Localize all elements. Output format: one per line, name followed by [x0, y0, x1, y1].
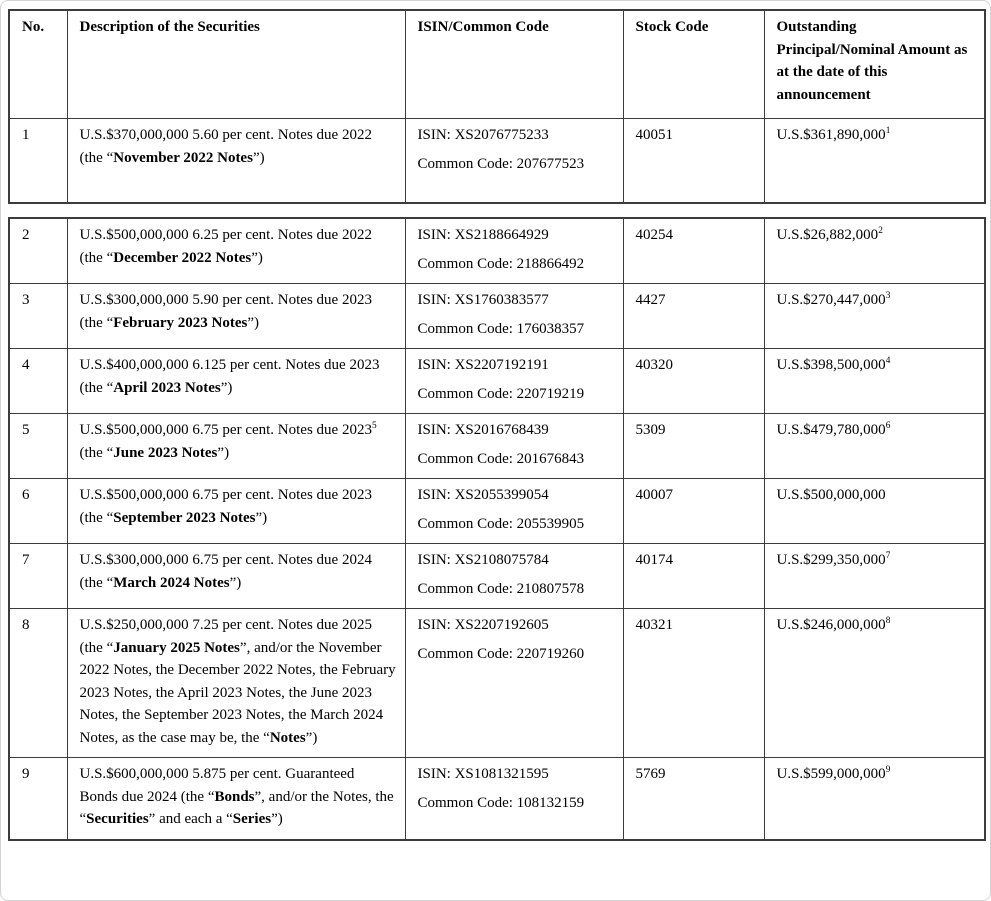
cell-outstanding-amount: U.S.$479,780,000$^6$ [764, 414, 985, 479]
cell-description: U.S.$600,000,000 5.875 per cent. Guaranteed Bonds due 2024 (the “Bonds”, and/or the Notes, the “Securities” and each a “Series”) [67, 758, 405, 840]
isin-line: ISIN: XS1081321595 [417, 766, 549, 782]
cell-description: U.S.$250,000,000 7.25 per cent. Notes due 2025 (the “January 2025 Notes”, and/or the November 2022 Notes, the December 2022 Notes, the February 2023 Notes, the April 2023 Notes, the June 2023 Notes, the September 2023 Notes, the March 2024 Notes, as the case may be, the “Notes”) [67, 609, 405, 758]
table-row [9, 349, 985, 414]
column-header-isin-common-code: ISIN/Common Code [405, 10, 623, 119]
common-code-line: Common Code: 108132159 [417, 794, 585, 811]
isin-line: ISIN: XS2076775233 [417, 127, 549, 143]
cell-stock-code: 4427 [623, 284, 764, 349]
table-row [9, 119, 985, 204]
column-header-no: No. [9, 10, 67, 119]
table2-body [9, 218, 985, 840]
cell-no: 1 [9, 119, 67, 204]
isin-line: ISIN: XS2016768439 [417, 422, 549, 438]
column-header-outstanding-amount: Outstanding Principal/Nominal Amount as at the date of this announcement [764, 10, 985, 119]
cell-description: U.S.$500,000,000 6.75 per cent. Notes due 2023$^5$ (the “June 2023 Notes”) [67, 414, 405, 479]
table-row [9, 218, 985, 284]
table-row [9, 414, 985, 479]
cell-no: 3 [9, 284, 67, 349]
common-code-line: Common Code: 205539905 [417, 515, 585, 532]
cell-stock-code: 5769 [623, 758, 764, 840]
isin-line: ISIN: XS2055399054 [417, 487, 549, 503]
cell-outstanding-amount: U.S.$361,890,000$^1$ [764, 119, 985, 204]
table1-body [9, 119, 985, 204]
cell-outstanding-amount: U.S.$299,350,000$^7$ [764, 544, 985, 609]
common-code-line: Common Code: 220719219 [417, 385, 585, 402]
cell-description: U.S.$500,000,000 6.75 per cent. Notes due 2023 (the “September 2023 Notes”) [67, 479, 405, 544]
cell-description: U.S.$300,000,000 6.75 per cent. Notes due 2024 (the “March 2024 Notes”) [67, 544, 405, 609]
isin-line: ISIN: XS2108075784 [417, 552, 549, 568]
cell-isin-common-code [405, 544, 623, 609]
cell-isin-common-code [405, 609, 623, 758]
cell-isin-common-code [405, 119, 623, 204]
cell-stock-code: 40320 [623, 349, 764, 414]
cell-outstanding-amount: U.S.$270,447,000$^3$ [764, 284, 985, 349]
table-row [9, 609, 985, 758]
cell-no: 4 [9, 349, 67, 414]
cell-no: 6 [9, 479, 67, 544]
table-row [9, 544, 985, 609]
cell-description: U.S.$370,000,000 5.60 per cent. Notes due 2022 (the “November 2022 Notes”) [67, 119, 405, 204]
cell-outstanding-amount: U.S.$500,000,000 [764, 479, 985, 544]
isin-line: ISIN: XS1760383577 [417, 292, 549, 308]
header-row [9, 10, 985, 119]
cell-outstanding-amount: U.S.$599,000,000$^9$ [764, 758, 985, 840]
table-row [9, 284, 985, 349]
table-row [9, 479, 985, 544]
cell-stock-code: 40254 [623, 218, 764, 284]
common-code-line: Common Code: 210807578 [417, 580, 585, 597]
common-code-line: Common Code: 207677523 [417, 155, 585, 172]
cell-no: 7 [9, 544, 67, 609]
cell-description: U.S.$400,000,000 6.125 per cent. Notes due 2023 (the “April 2023 Notes”) [67, 349, 405, 414]
securities-table-1 [8, 9, 986, 204]
cell-no: 5 [9, 414, 67, 479]
cell-stock-code: 40007 [623, 479, 764, 544]
cell-stock-code: 40174 [623, 544, 764, 609]
isin-line: ISIN: XS2207192191 [417, 357, 549, 373]
common-code-line: Common Code: 201676843 [417, 450, 585, 467]
common-code-line: Common Code: 218866492 [417, 255, 585, 272]
cell-isin-common-code [405, 758, 623, 840]
cell-description: U.S.$300,000,000 5.90 per cent. Notes due 2023 (the “February 2023 Notes”) [67, 284, 405, 349]
cell-isin-common-code [405, 349, 623, 414]
isin-line: ISIN: XS2188664929 [417, 227, 549, 243]
cell-description: U.S.$500,000,000 6.25 per cent. Notes due 2022 (the “December 2022 Notes”) [67, 218, 405, 284]
cell-stock-code: 5309 [623, 414, 764, 479]
cell-no: 2 [9, 218, 67, 284]
cell-isin-common-code [405, 414, 623, 479]
cell-no: 8 [9, 609, 67, 758]
cell-outstanding-amount: U.S.$26,882,000$^2$ [764, 218, 985, 284]
cell-no: 9 [9, 758, 67, 840]
cell-isin-common-code [405, 479, 623, 544]
isin-line: ISIN: XS2207192605 [417, 617, 549, 633]
cell-outstanding-amount: U.S.$246,000,000$^8$ [764, 609, 985, 758]
column-header-stock-code: Stock Code [623, 10, 764, 119]
cell-isin-common-code [405, 284, 623, 349]
common-code-line: Common Code: 220719260 [417, 645, 585, 662]
securities-table-2 [8, 217, 986, 841]
column-header-description: Description of the Securities [67, 10, 405, 119]
cell-stock-code: 40051 [623, 119, 764, 204]
cell-outstanding-amount: U.S.$398,500,000$^4$ [764, 349, 985, 414]
table-row [9, 758, 985, 840]
cell-isin-common-code [405, 218, 623, 284]
common-code-line: Common Code: 176038357 [417, 320, 585, 337]
cell-stock-code: 40321 [623, 609, 764, 758]
